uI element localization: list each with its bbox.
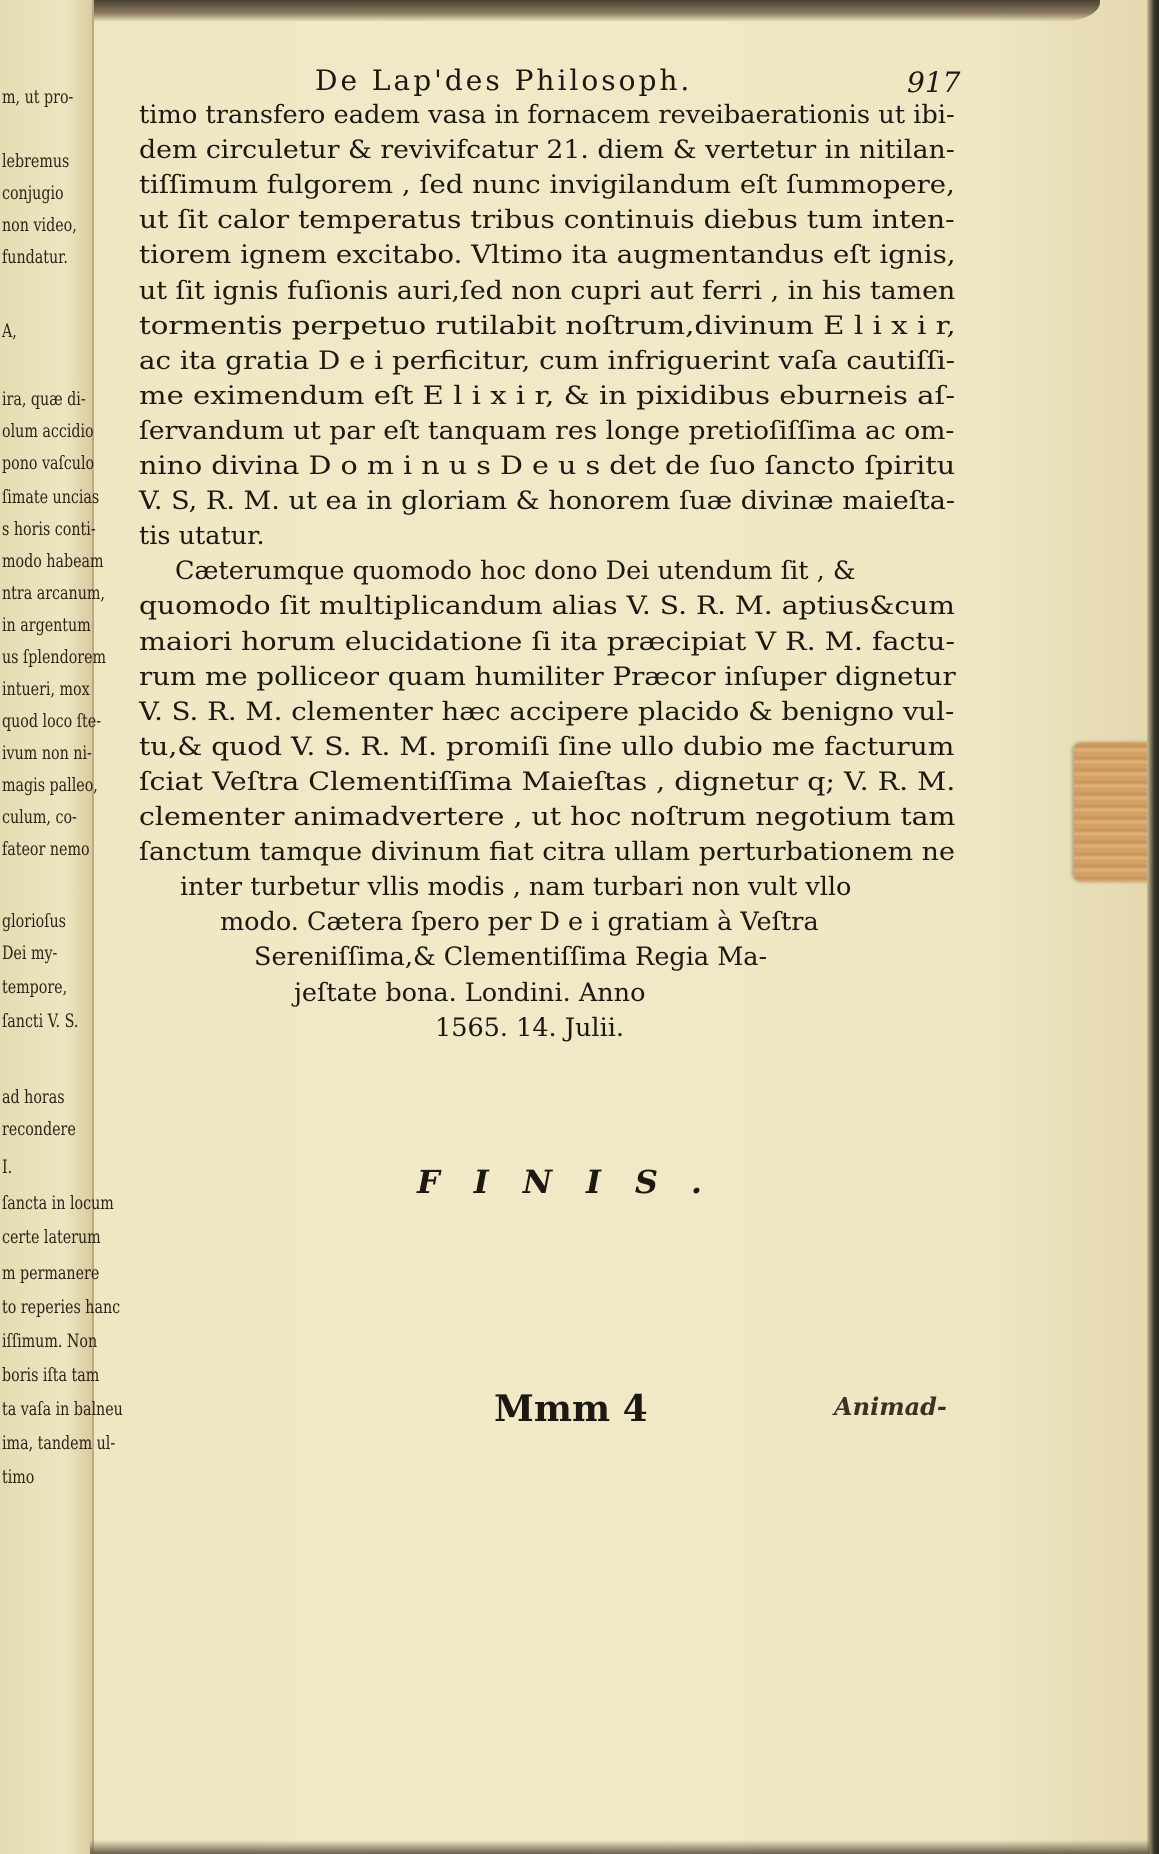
previous-page-fragment: lebremus (2, 150, 70, 172)
body-line: V. S, R. M. ut ea in gloriam & honorem ſuæ divinæ maieſta- (139, 486, 956, 517)
body-line: rum me polliceor quam humiliter Præcor inſuper dignetur (139, 661, 956, 692)
body-line: tu,& quod V. S. R. M. promiſi ſine ullo dubio me facturum (139, 731, 955, 762)
body-line: nino divina D o m i n u s D e u s det de ſuo ſancto ſpiritu (139, 451, 956, 481)
body-line: ſciat Veſtra Clementiſſima Maieſtas , dignetur q; V. R. M. (139, 766, 956, 797)
body-line: ac ita gratia D e i perficitur, cum infriguerint vaſa cautiſſi- (139, 345, 955, 376)
previous-page-fragment: magis palleo, (2, 774, 98, 796)
body-line: Sereniſſima,& Clementiſſima Regia Ma- (254, 942, 768, 973)
previous-page-fragment: recondere (2, 1118, 76, 1140)
previous-page-fragment: ira, quæ di- (2, 388, 86, 410)
previous-page-fragment: in argentum (2, 614, 91, 636)
previous-page-fragment: m permanere (2, 1262, 100, 1284)
previous-page-fragment: ta vaſa in balneu (2, 1398, 123, 1420)
previous-page-fragment: ntra arcanum, (2, 582, 105, 604)
previous-page-fragment: non video, (2, 214, 77, 236)
body-line: ut ſit ignis fuſionis auri,ſed non cupri aut ferri , in his tamen (139, 275, 956, 306)
previous-page-fragment: tempore, (2, 976, 68, 998)
previous-page-fragment: us ſplendorem (2, 646, 107, 668)
body-line: V. S. R. M. clementer hæc accipere placido & benigno vul- (139, 696, 955, 727)
previous-page-fragment: olum accidio (2, 420, 94, 442)
previous-page-fragment: Dei my- (2, 942, 58, 964)
previous-page-fragment: m, ut pro- (2, 86, 74, 108)
body-line: me eximendum eſt E l i x i r, & in pixidibus eburneis aſ- (139, 380, 956, 411)
body-line: Cæterumque quomodo hoc dono Dei utendum ſit , & (175, 556, 856, 587)
body-line: modo. Cætera ſpero per D e i gratiam à Veſtra (220, 907, 819, 938)
previous-page-fragment: fateor nemo (2, 838, 90, 860)
previous-page-fragment: pono vaſculo (2, 452, 95, 474)
body-line: ut ſit calor temperatus tribus continuis diebus tum inten- (139, 205, 955, 236)
previous-page-fragment: I. (2, 1156, 13, 1178)
previous-page-fragment: quod loco ſte- (2, 710, 102, 732)
previous-page-fragment: certe laterum (2, 1226, 101, 1248)
body-line: 1565. 14. Julii. (435, 1012, 624, 1043)
previous-page-fragment: ſancta in locum (2, 1192, 114, 1214)
previous-page-fragment: ad horas (2, 1086, 65, 1108)
previous-page-fragment: ima, tandem ul- (2, 1432, 116, 1454)
catchword: Animad- (834, 1392, 947, 1421)
body-line: tiorem ignem excitabo. Vltimo ita augmentandus eſt ignis, (139, 240, 956, 271)
previous-page-fragment: modo habeam (2, 550, 104, 572)
body-line: tiſſimum fulgorem , ſed nunc invigilandum eſt ſummopere, (139, 170, 955, 201)
previous-page-fragment: fundatur. (2, 246, 68, 268)
running-title: De Lap'des Philosoph. (315, 64, 693, 97)
previous-page-fragment: ivum non ni- (2, 742, 92, 764)
previous-page-fragment: conjugio (2, 182, 64, 204)
previous-page-fragment: intueri, mox (2, 678, 90, 700)
previous-page-fragment: to reperies hanc (2, 1296, 121, 1318)
body-line: ſanctum tamque divinum fiat citra ullam perturbationem ne (139, 837, 955, 868)
previous-page-fragment: ſimate uncias (2, 486, 100, 508)
page-bottom-edge (90, 1840, 1150, 1854)
body-line: clementer animadvertere , ut hoc noſtrum negotium tam (139, 802, 956, 832)
previous-page-edge (0, 0, 123, 1854)
body-line: inter turbetur vllis modis , nam turbari non vult vllo (180, 872, 852, 903)
body-line: tormentis perpetuo rutilabit noſtrum,divinum E l i x i r, (139, 310, 956, 341)
previous-page-fragment: s horis conti- (2, 518, 96, 540)
previous-page-fragment: boris iſta tam (2, 1364, 100, 1386)
previous-page-fragment: A, (2, 320, 17, 342)
body-line: maiori horum elucidatione ſi ita præcipiat V R. M. factu- (139, 626, 955, 657)
previous-page-fragment: culum, co- (2, 806, 77, 828)
binding-shadow (60, 0, 1100, 22)
body-line: quomodo ſit multiplicandum alias V. S. R. M. aptius&cum (139, 591, 955, 622)
signature-mark: Mmm 4 (494, 1388, 648, 1430)
body-line: jeſtate bona. Londini. Anno (294, 977, 646, 1008)
body-line: tis utatur. (139, 521, 265, 552)
body-line: timo transfero eadem vasa in fornacem reveibaerationis ut ibi- (139, 100, 955, 130)
previous-page-fragment: glorioſus (2, 910, 66, 932)
finis-heading: FINIS. (417, 1163, 737, 1201)
previous-page-fragment: ſancti V. S. (2, 1010, 79, 1032)
body-line: ſervandum ut par eſt tanquam res longe pretioſiſſima ac om- (139, 415, 955, 446)
body-line: dem circuletur & revivifcatur 21. diem & vertetur in nitilan- (139, 135, 955, 166)
previous-page-fragment: timo (2, 1466, 35, 1488)
previous-page-fragment: iſſimum. Non (2, 1330, 98, 1352)
page-number: 917 (907, 66, 961, 99)
page-right-edge (1147, 0, 1159, 1854)
